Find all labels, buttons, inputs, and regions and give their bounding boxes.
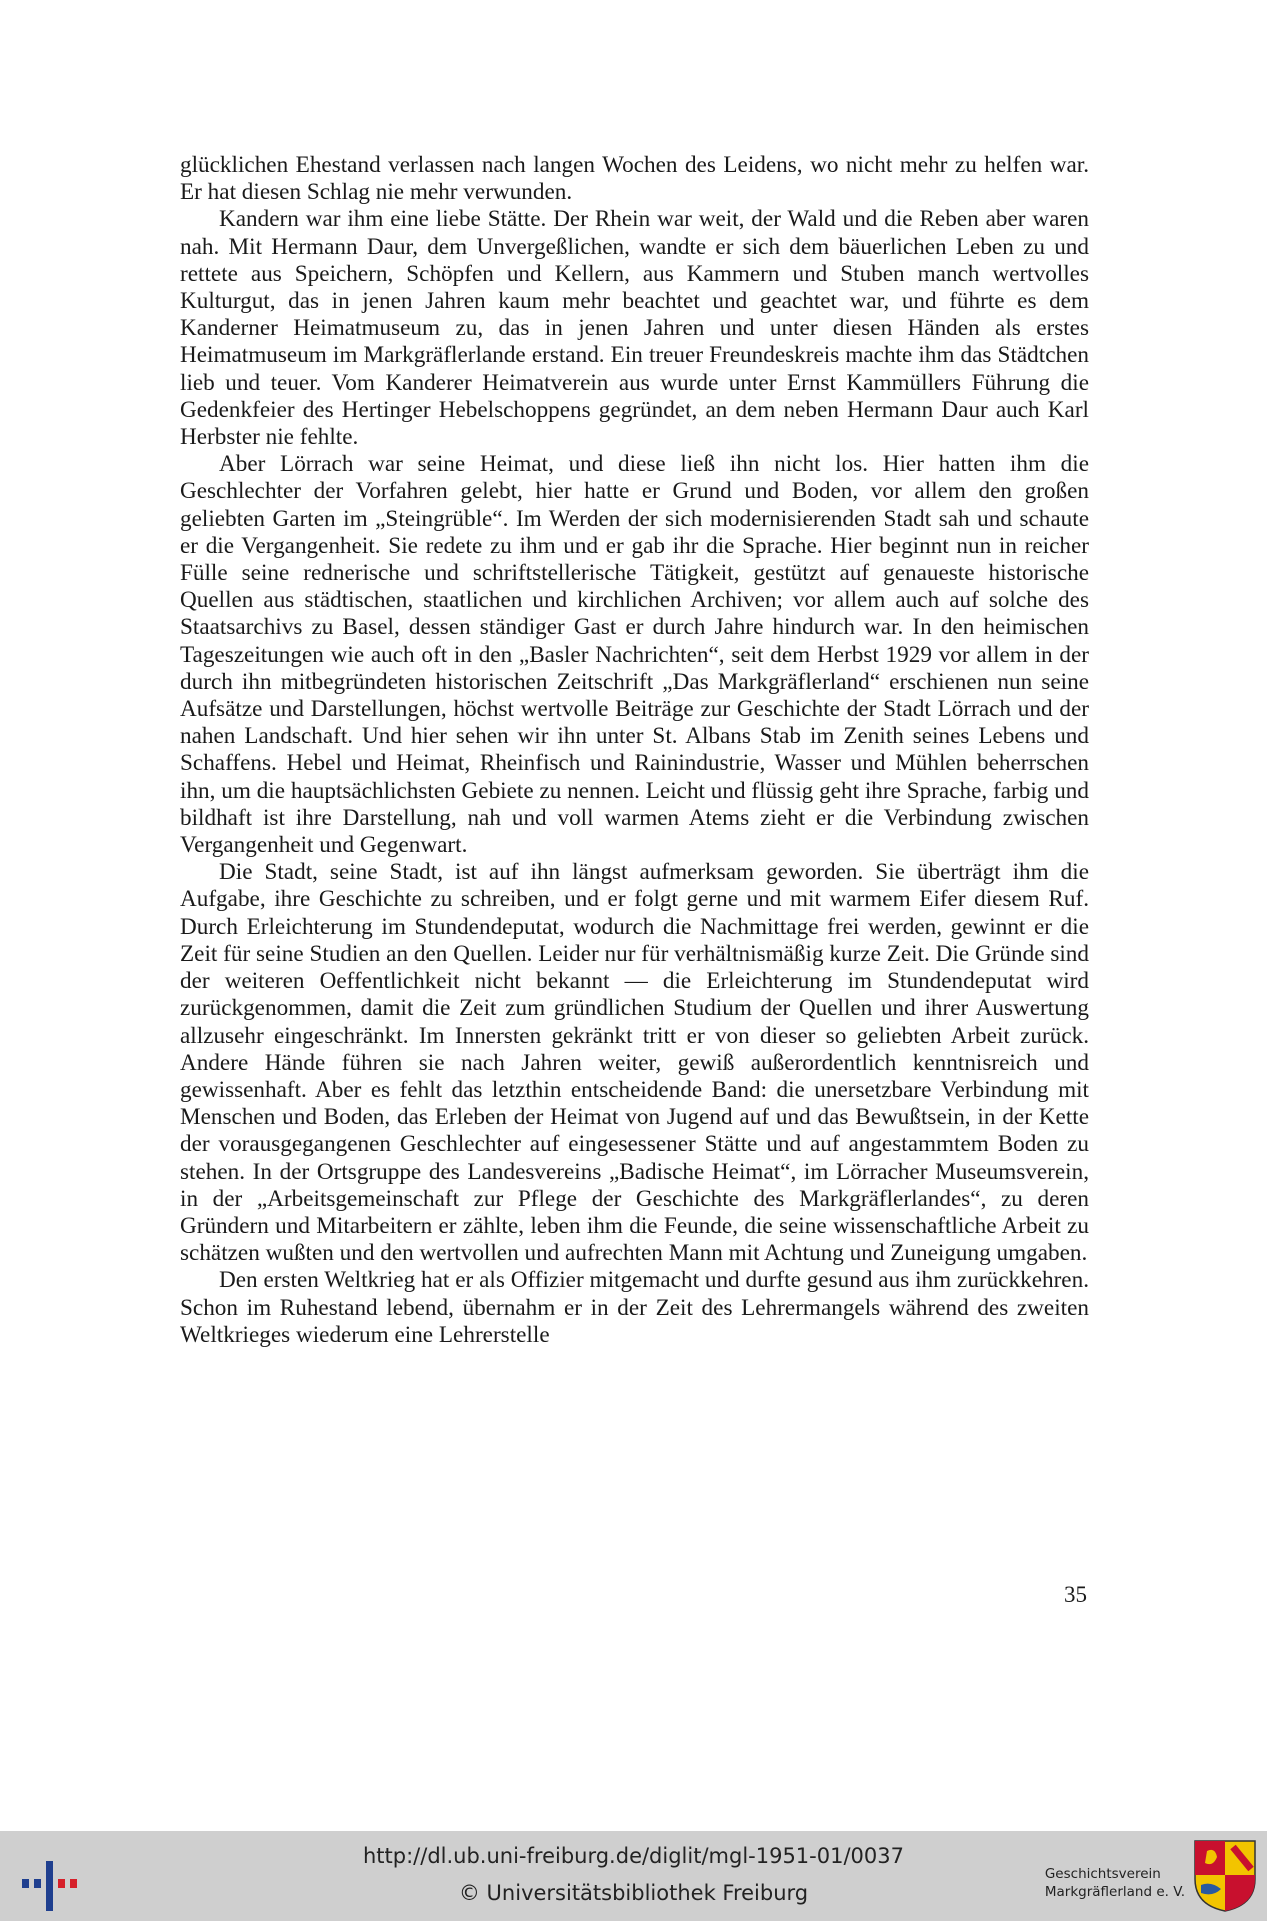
markgraeflerland-crest-icon bbox=[1193, 1839, 1257, 1913]
copyright-text: © Universitätsbibliothek Freiburg bbox=[458, 1881, 809, 1905]
society-name bbox=[1045, 1865, 1185, 1901]
paragraph-3: Aber Lörrach war seine Heimat, und diese ließ ihn nicht los. Hier hatten ihm die Geschlechter der Vorfahren gelebt, hier hatte er Grund und Boden, vor allem den großen geliebten Garten im „Steingrüble“. Im Werden der sich modernisierenden Stadt sah und schaute er die Vergangenheit. Sie redete zu ihm und er gab ihr die Sprache. Hier beginnt nun in reicher Fülle seine rednerische und schriftstellerische Tätigkeit, gestützt auf genaueste historische Quellen aus städtischen, staatlichen und kirchlichen Archiven; vor allem auch auf solche des Staatsarchivs zu Basel, dessen ständiger Gast er durch Jahre hindurch war. In den heimischen Tageszeitungen wie auch oft in den „Basler Nachrichten“, seit dem Herbst 1929 vor allem in der durch ihn mitbegründeten historischen Zeitschrift „Das Markgräflerland“ erschienen nun seine Aufsätze und Darstellungen, höchst wertvolle Beiträge zur Geschichte der Stadt Lörrach und der nahen Landschaft. Und hier sehen wir ihn unter St. Albans Stab im Zenith seines Lebens und Schaffens. Hebel und Heimat, Rheinfisch und Rainindustrie, Wasser und Mühlen beherrschen ihn, um die hauptsächlichsten Gebiete zu nennen. Leicht und flüssig geht ihre Sprache, farbig und bildhaft ist ihre Darstellung, nah und voll warmen Atems zieht er die Verbindung zwischen Vergangenheit und Gegenwart. bbox=[180, 451, 1089, 859]
source-url-link[interactable]: http://dl.ub.uni-freiburg.de/diglit/mgl-1951-01/0037 bbox=[362, 1844, 904, 1868]
paragraph-4: Die Stadt, seine Stadt, ist auf ihn längst aufmerksam geworden. Sie überträgt ihm die Aufgabe, ihre Geschichte zu schreiben, und er folgt gerne und mit warmem Eifer diesem Ruf. Durch Erleichterung im Stundendeputat, wodurch die Nachmittage frei werden, gewinnt er die Zeit für seine Studien an den Quellen. Leider nur für verhältnismäßig kurze Zeit. Die Gründe sind der weiteren Oeffentlichkeit nicht bekannt — die Erleichterung im Stundendeputat wird zurückgenommen, damit die Zeit zum gründlichen Studium der Quellen und ihrer Auswertung allzusehr eingeschränkt. Im Innersten gekränkt tritt er von dieser so geliebten Arbeit zurück. Andere Hände führen sie nach Jahren weiter, gewiß außerordentlich kenntnisreich und gewissenhaft. Aber es fehlt das letzthin entscheidende Band: die unersetzbare Verbindung mit Menschen und Boden, das Erleben der Heimat von Jugend auf und das Bewußtsein, in der Kette der vorausgegangenen Geschlechter auf eingesessener Stätte und auf angestammtem Boden zu stehen. In der Ortsgruppe des Landesvereins „Badische Heimat“, im Lörracher Museumsverein, in der „Arbeitsgemeinschaft zur Pflege der Geschichte des Markgräflerlandes“, zu deren Gründern und Mitarbeitern er zählte, leben ihm die Feunde, die seine wissenschaftliche Arbeit zu schätzen wußten und den wertvollen und aufrechten Mann mit Achtung und Zuneigung umgaben. bbox=[180, 859, 1089, 1267]
paragraph-2: Kandern war ihm eine liebe Stätte. Der Rhein war weit, der Wald und die Reben aber waren nah. Mit Hermann Daur, dem Unvergeßlichen, wandte er sich dem bäuerlichen Leben zu und rettete aus Speichern, Schöpfen und Kellern, aus Kammern und Stuben manch wertvolles Kulturgut, das in jenen Jahren kaum mehr beachtet und geachtet war, und führte es dem Kanderner Heimatmuseum zu, das in jenen Jahren und unter diesen Händen als erstes Heimatmuseum im Markgräflerlande erstand. Ein treuer Freundeskreis machte ihm das Städtchen lieb und teuer. Vom Kanderer Heimatverein aus wurde unter Ernst Kammüllers Führung die Gedenkfeier des Hertinger Hebelschoppens gegründet, an dem neben Hermann Daur auch Karl Herbster nie fehlte. bbox=[180, 206, 1089, 451]
society-name-line-2: Markgräflerland e. V. bbox=[1044, 1884, 1185, 1900]
footer-bar bbox=[0, 1831, 1267, 1921]
paragraph-1: glücklichen Ehestand verlassen nach langen Wochen des Leidens, wo nicht mehr zu helfen war. Er hat diesen Schlag nie mehr verwunden. bbox=[180, 152, 1089, 206]
page-number: 35 bbox=[1064, 1582, 1087, 1607]
society-name-line-1: Geschichtsverein bbox=[1044, 1866, 1161, 1882]
page-body bbox=[180, 152, 1089, 1349]
paragraph-5: Den ersten Weltkrieg hat er als Offizier mitgemacht und durfte gesund aus ihm zurückkehren. Schon im Ruhestand lebend, übernahm er in der Zeit des Lehrermangels während des zweiten Weltkrieges wiederum eine Lehrerstelle bbox=[180, 1267, 1089, 1348]
